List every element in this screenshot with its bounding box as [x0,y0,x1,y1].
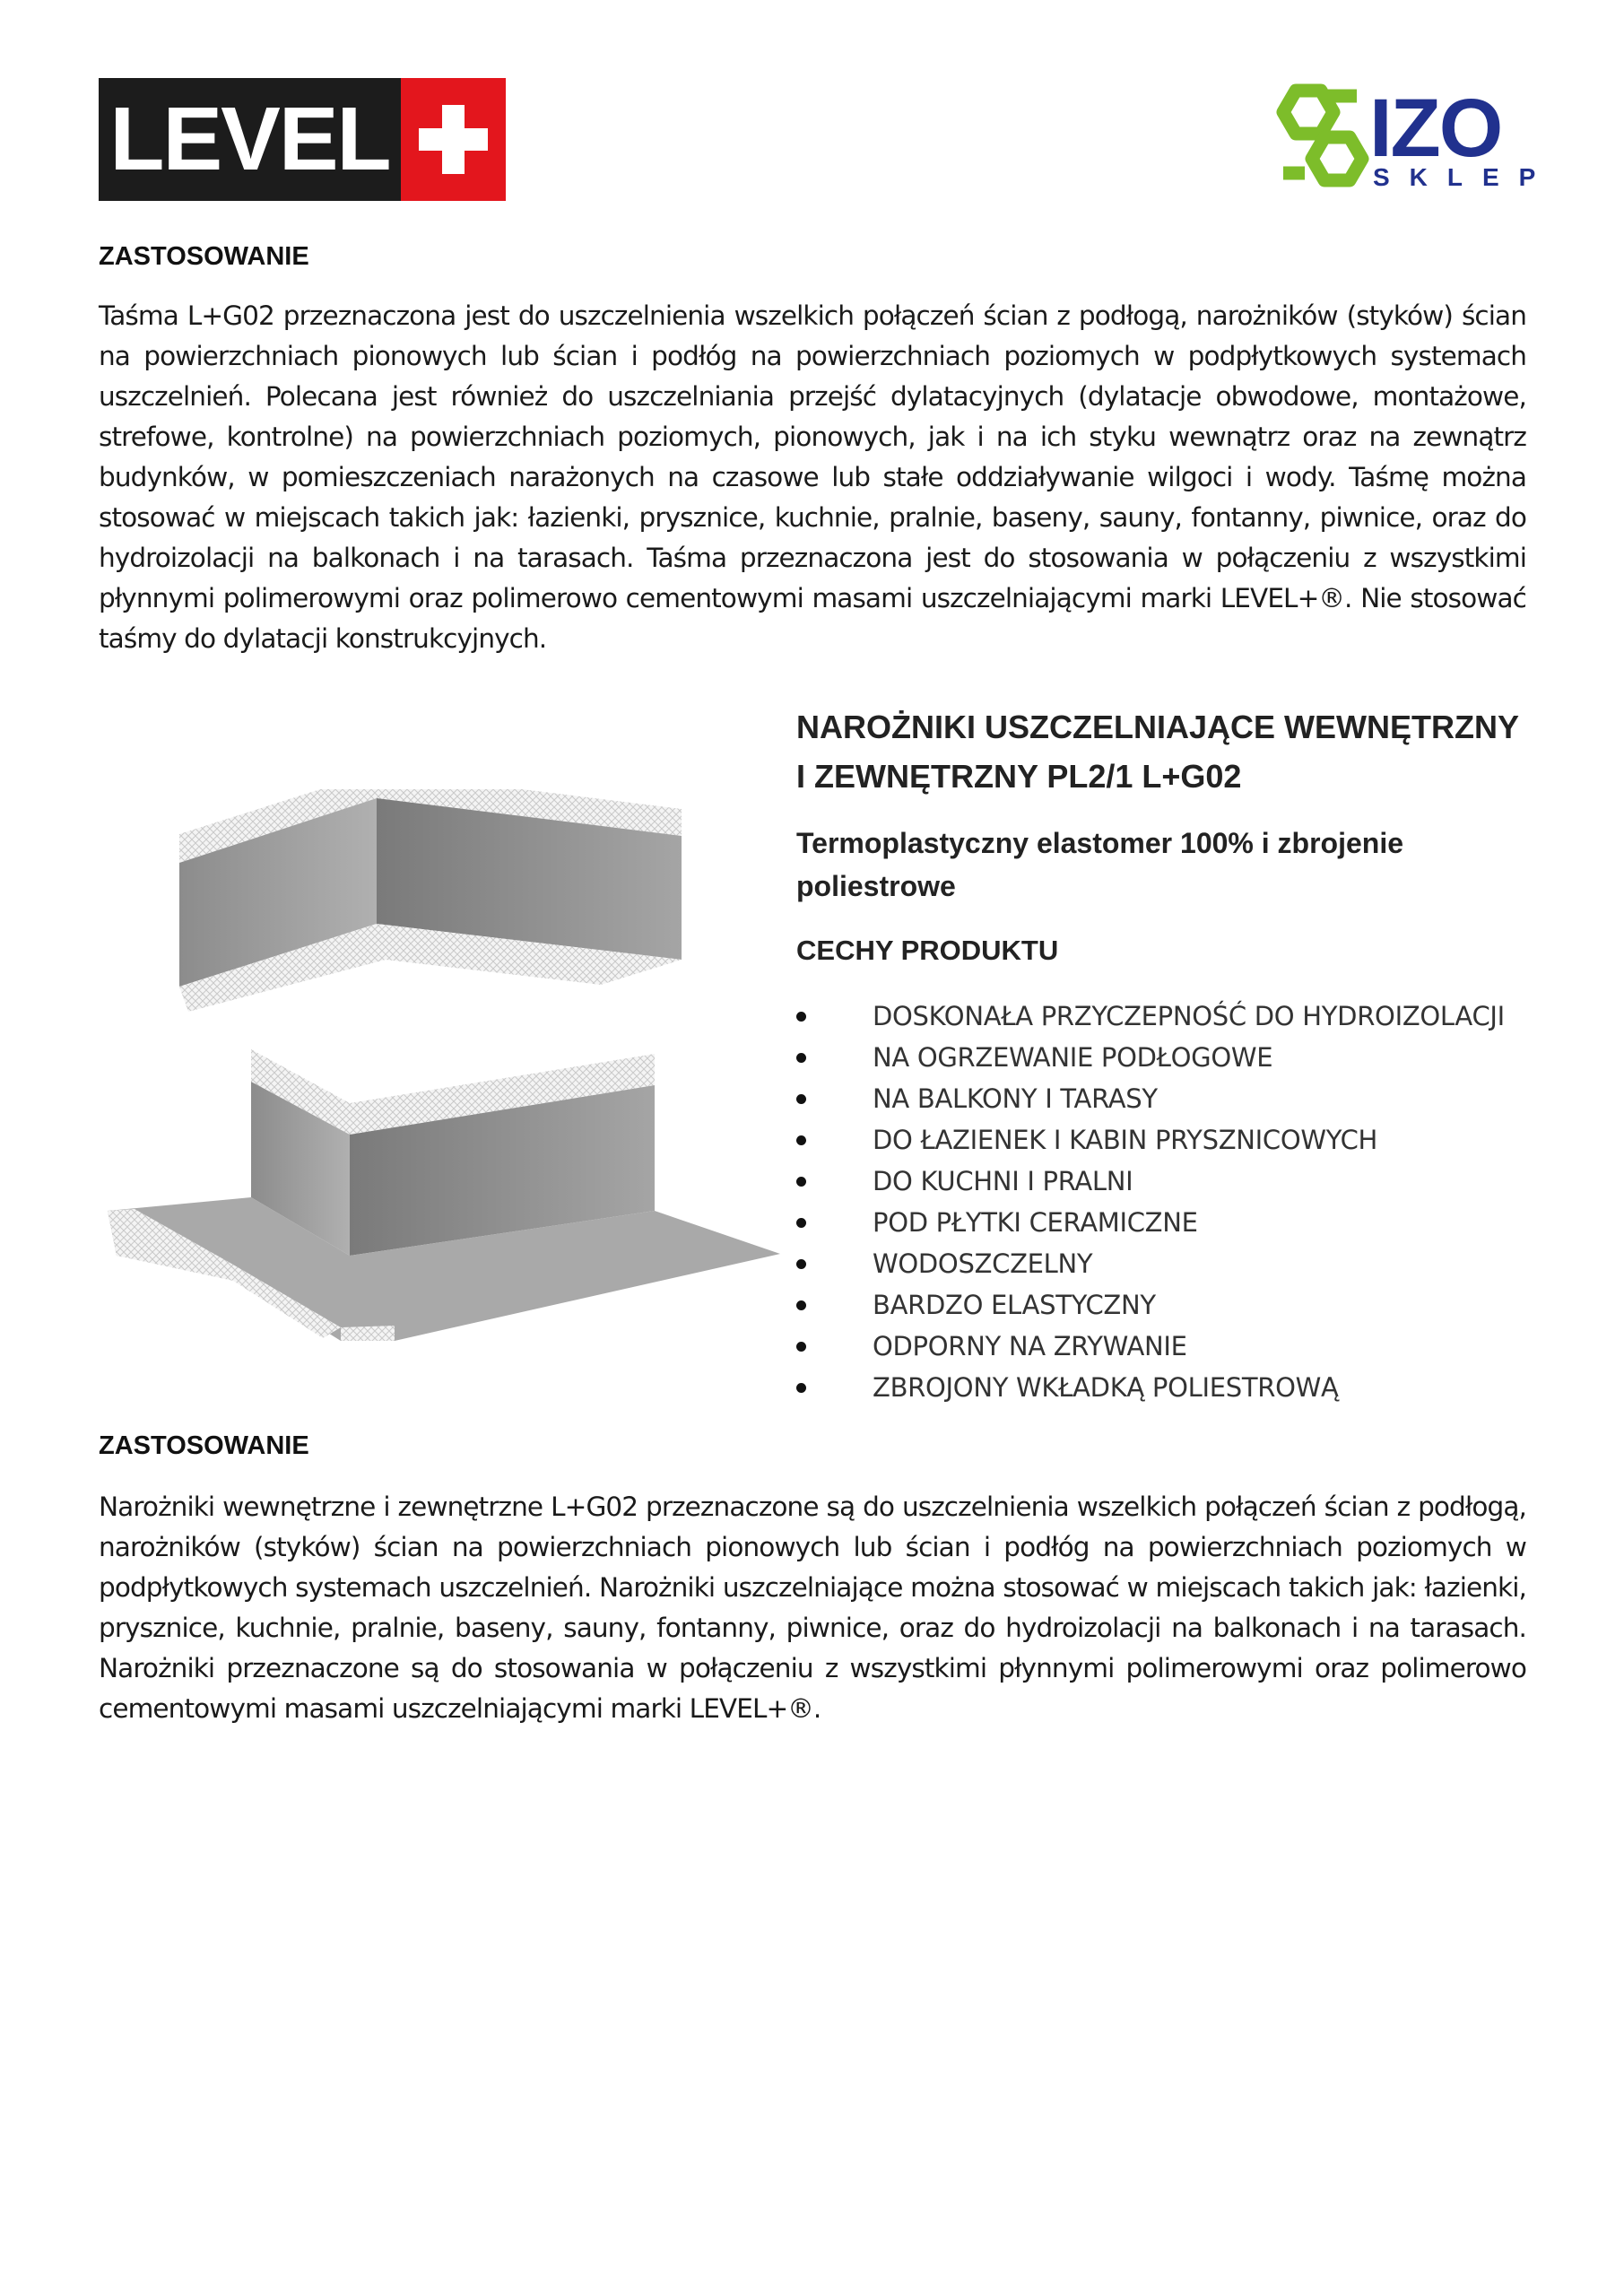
feature-item: POD PŁYTKI CERAMICZNE [796,1202,1532,1243]
feature-item: WODOSZCZELNY [796,1243,1532,1284]
section-heading-application: ZASTOSOWANIE [99,242,309,271]
bullet-icon [796,1053,806,1063]
bullet-icon [796,1135,806,1145]
feature-item: NA OGRZEWANIE PODŁOGOWE [796,1037,1532,1078]
feature-list [796,996,1532,1408]
features-heading: CECHY PRODUKTU [796,935,1059,966]
izo-sklep-logo [1269,83,1556,191]
internal-corner-shape [108,1049,780,1341]
bullet-icon [796,1300,806,1310]
section-paragraph-corners-application: Narożniki wewnętrzne i zewnętrzne L+G02 przeznaczone są do uszczelnienia wszelkich połączeń ścian z podłogą, narożników (styków) ścian na powierzchniach pionowych lub ścian i podłóg na powierzchniach poziomych w podpłytkowych systemach uszczelnień. Narożniki uszczelniające można stosować w miejscach takich jak: łazienki, prysznice, kuchnie, pralnie, baseny, sauny, fontanny, piwnice, oraz do hydroizolacji na balkonach i na tarasach. Narożniki przeznaczone są do stosowania w połączeniu z wszystkimi płynnymi polimerowymi oraz polimerowo cementowymi masami uszczelniającymi marki LEVEL+®. [99,1492,1526,1724]
product-subtitle: Termoplastyczny elastomer 100% i zbrojenie poliestrowe [796,827,1403,902]
bullet-icon [796,1383,806,1393]
sealing-corners-illustration [99,789,789,1345]
section-paragraph-tape-application: Taśma L+G02 przeznaczona jest do uszczelnienia wszelkich połączeń ścian z podłogą, narożników (styków) ścian na powierzchniach pionowych lub ścian i podłóg na powierzchniach poziomych w podpłytkowych systemach uszczelnień. Polecana jest również do uszczelniania przejść dylatacyjnych (dylatacje obwodowe, montażowe, strefowe, kontrolne) na powierzchniach poziomych, pionowych, jak i na ich styku wewnątrz oraz na zewnątrz budynków, w pomieszczeniach narażonych na czasowe lub stałe oddziaływanie wilgoci i wody. Taśmę można stosować w miejscach takich jak: łazienki, prysznice, kuchnie, pralnie, baseny, sauny, fontanny, piwnice, oraz do hydroizolacji na balkonach i na tarasach. Taśma przeznaczona jest do stosowania w połączeniu z wszystkimi płynnymi polimerowymi oraz polimerowo cementowymi masami uszczelniającymi marki LEVEL+®. Nie stosować taśmy do dylatacji konstrukcyjnych. [99,300,1526,654]
feature-item: NA BALKONY I TARASY [796,1078,1532,1119]
bullet-icon [796,1259,806,1269]
hexagon-molecule-icon [1269,83,1376,191]
feature-item: DO ŁAZIENEK I KABIN PRYSZNICOWYCH [796,1119,1532,1161]
bullet-icon [796,1094,806,1104]
sklep-logo-text: SKLEP [1373,163,1556,191]
external-corner-shape [179,789,682,1012]
product-title: NAROŻNIKI USZCZELNIAJĄCE WEWNĘTRZNY I ZEWNĘTRZNY PL2/1 L+G02 [796,709,1519,795]
feature-item: ZBROJONY WKŁADKĄ POLIESTROWĄ [796,1367,1532,1408]
section-heading-application-corners: ZASTOSOWANIE [99,1431,309,1460]
feature-item: BARDZO ELASTYCZNY [796,1284,1532,1326]
bullet-icon [796,1342,806,1352]
bullet-icon [796,1012,806,1022]
level-logo-text: LEVEL [99,78,401,201]
feature-item: DOSKONAŁA PRZYCZEPNOŚĆ DO HYDROIZOLACJI [796,996,1532,1037]
izo-logo-text: IZO [1369,83,1502,174]
bullet-icon [796,1218,806,1228]
feature-item: ODPORNY NA ZRYWANIE [796,1326,1532,1367]
feature-item: DO KUCHNI I PRALNI [796,1161,1532,1202]
bullet-icon [796,1177,806,1187]
plus-icon [401,78,506,201]
level-plus-logo [99,78,506,201]
